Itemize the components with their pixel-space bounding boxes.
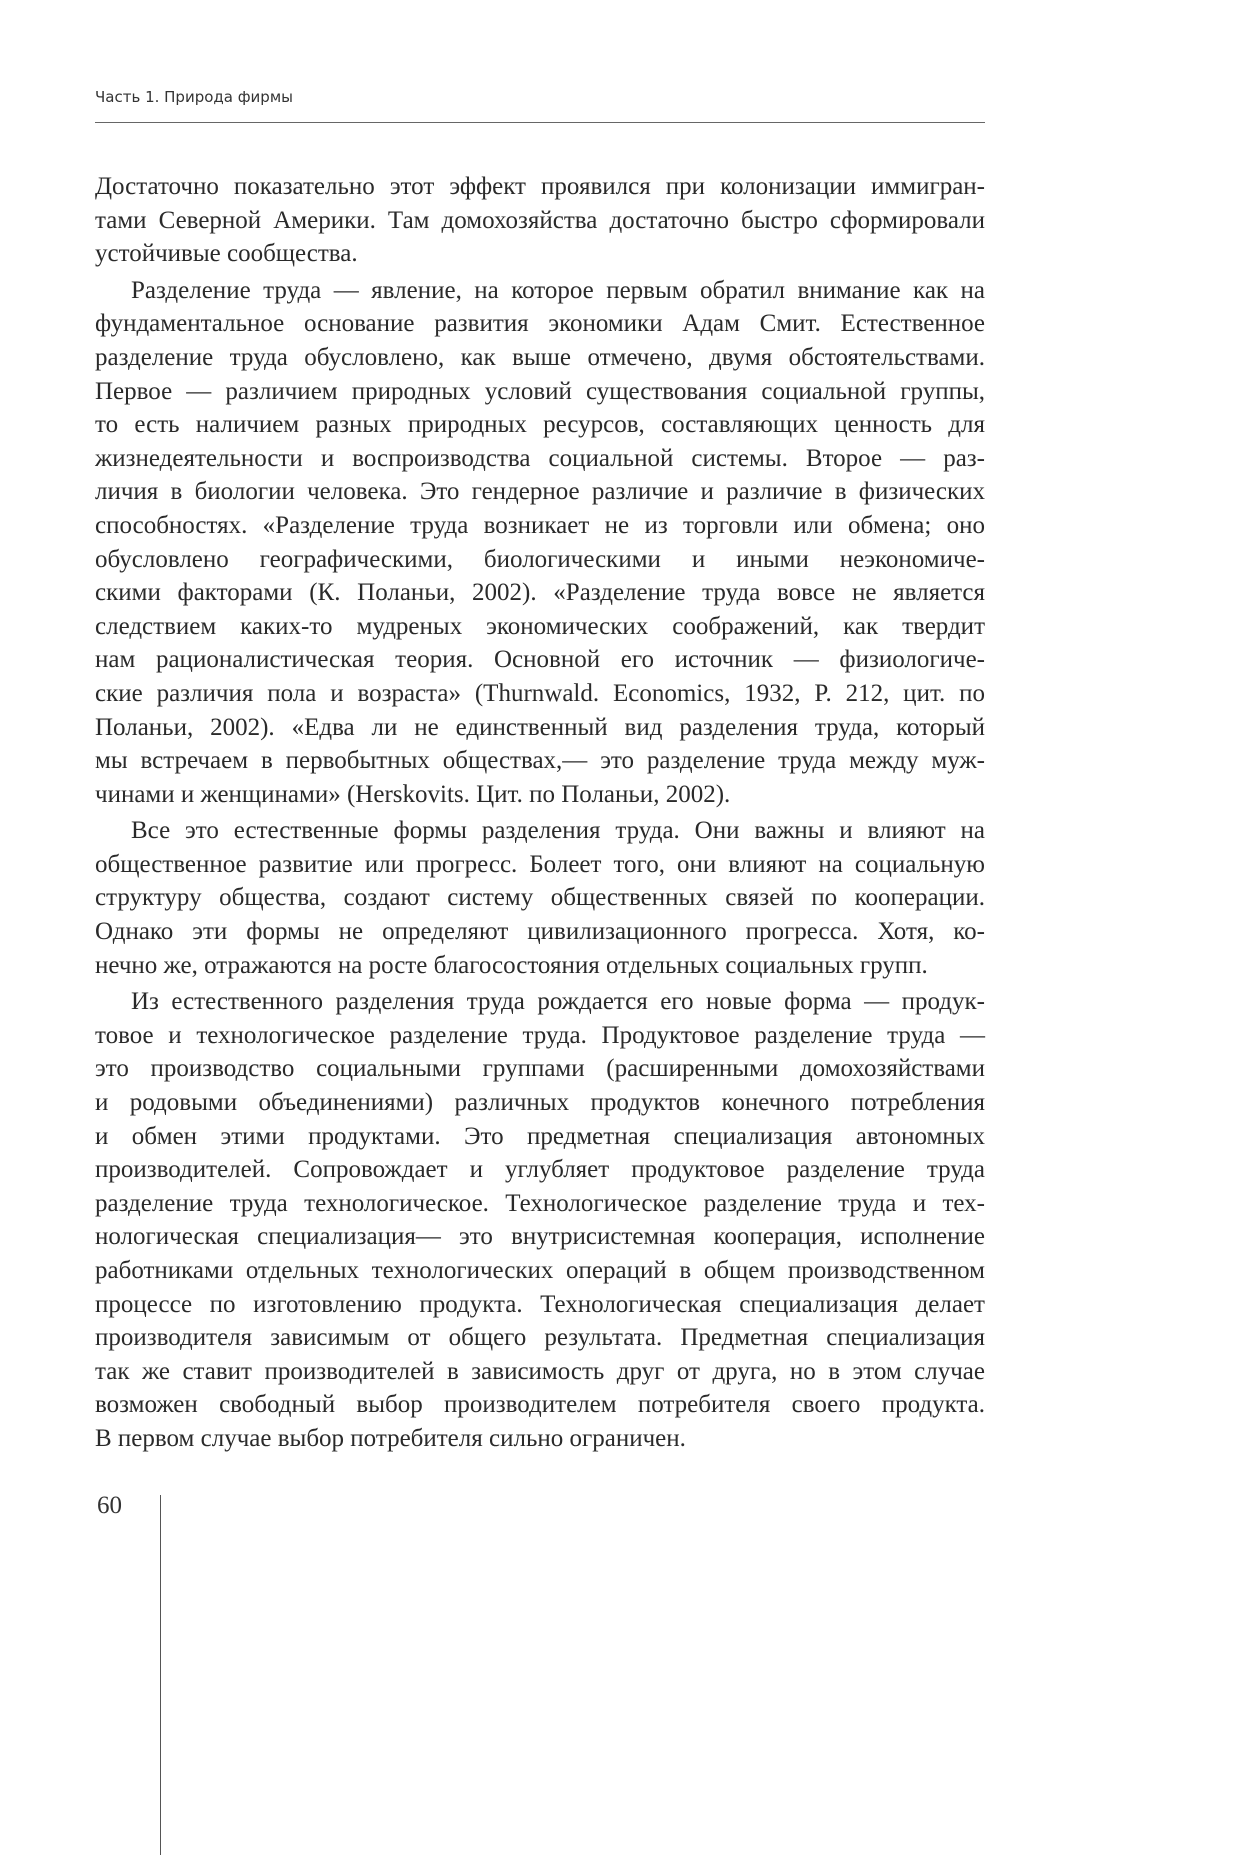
text-line: обусловлено географическими, биологическими и иными неэкономиче- [95, 545, 985, 573]
text-line: Первое — различием природных условий существования социальной группы, [95, 377, 985, 405]
paragraph [95, 985, 985, 1455]
text-line: ские различия пола и возраста» (Thurnwald. Economics, 1932, P. 212, цит. по [95, 679, 985, 707]
text-line: фундаментальное основание развития экономики Адам Смит. Естественное [95, 310, 985, 338]
text-line: следствием каких-то мудреных экономических соображений, как твердит [95, 612, 985, 640]
running-header: Часть 1. Природа фирмы [95, 88, 293, 106]
text-line: нечно же, отражаются на росте благосостояния отдельных социальных групп. [95, 951, 928, 979]
text-line: и родовыми объединениями) различных продуктов конечного потребления [95, 1089, 985, 1117]
text-line: производителей. Сопровождает и углубляет продуктовое разделение труда [95, 1156, 985, 1184]
text-line: так же ставит производителей в зависимость друг от друга, но в этом случае [95, 1357, 985, 1385]
text-line: чинами и женщинами» (Herskovits. Цит. по Поланьи, 2002). [95, 780, 731, 808]
text-line: Разделение труда — явление, на которое первым обратил внимание как на [131, 276, 985, 304]
text-line: производителя зависимым от общего результата. Предметная специализация [95, 1324, 985, 1352]
text-line: Поланьи, 2002). «Едва ли не единственный вид разделения труда, который [95, 713, 985, 741]
text-line: процессе по изготовлению продукта. Технологическая специализация делает [95, 1290, 985, 1318]
text-line: это производство социальными группами (расширенными домохозяйствами [95, 1055, 985, 1083]
text-line: структуру общества, создают систему общественных связей по кооперации. [95, 884, 985, 912]
text-line: тами Северной Америки. Там домохозяйства достаточно быстро сформировали [95, 206, 985, 234]
text-line: В первом случае выбор потребителя сильно ограничен. [95, 1424, 686, 1452]
paragraph [95, 814, 985, 982]
text-line: возможен свободный выбор производителем потребителя своего продукта. [95, 1391, 985, 1419]
text-line: товое и технологическое разделение труда. Продуктовое разделение труда — [95, 1021, 985, 1049]
page-number: 60 [97, 1492, 122, 1519]
text-line: скими факторами (К. Поланьи, 2002). «Разделение труда вовсе не является [95, 579, 985, 607]
margin-rule [160, 1495, 161, 1855]
body-text [95, 170, 985, 1456]
text-line: нам рационалистическая теория. Основной его источник — физиологиче- [95, 646, 985, 674]
text-line: Достаточно показательно этот эффект проявился при колонизации иммигран- [95, 173, 985, 200]
text-line: мы встречаем в первобытных обществах,— это разделение труда между муж- [95, 747, 985, 775]
text-line: Однако эти формы не определяют цивилизационного прогресса. Хотя, ко- [95, 918, 985, 946]
text-line: Все это естественные формы разделения труда. Они важны и влияют на [131, 817, 985, 845]
paragraph [95, 274, 985, 812]
header-rule [95, 122, 985, 123]
text-line: общественное развитие или прогресс. Болеет того, они влияют на социальную [95, 850, 985, 878]
paragraph [95, 170, 985, 271]
text-line: способностях. «Разделение труда возникает не из торговли или обмена; оно [95, 511, 985, 539]
text-line: разделение труда технологическое. Технологическое разделение труда и тех- [95, 1189, 985, 1217]
text-line: и обмен этими продуктами. Это предметная специализация автономных [95, 1122, 985, 1150]
text-line: устойчивые сообщества. [95, 240, 358, 268]
text-line: Из естественного разделения труда рождается его новые форма — продук- [131, 988, 985, 1016]
text-line: жизнедеятельности и воспроизводства социальной системы. Второе — раз- [95, 444, 985, 472]
text-line: личия в биологии человека. Это гендерное различие и различие в физических [95, 478, 985, 506]
text-line: то есть наличием разных природных ресурсов, составляющих ценность для [95, 411, 985, 439]
text-line: нологическая специализация— это внутрисистемная кооперация, исполнение [95, 1223, 985, 1251]
text-line: работниками отдельных технологических операций в общем производственном [95, 1257, 985, 1284]
text-line: разделение труда обусловлено, как выше отмечено, двумя обстоятельствами. [95, 343, 985, 371]
